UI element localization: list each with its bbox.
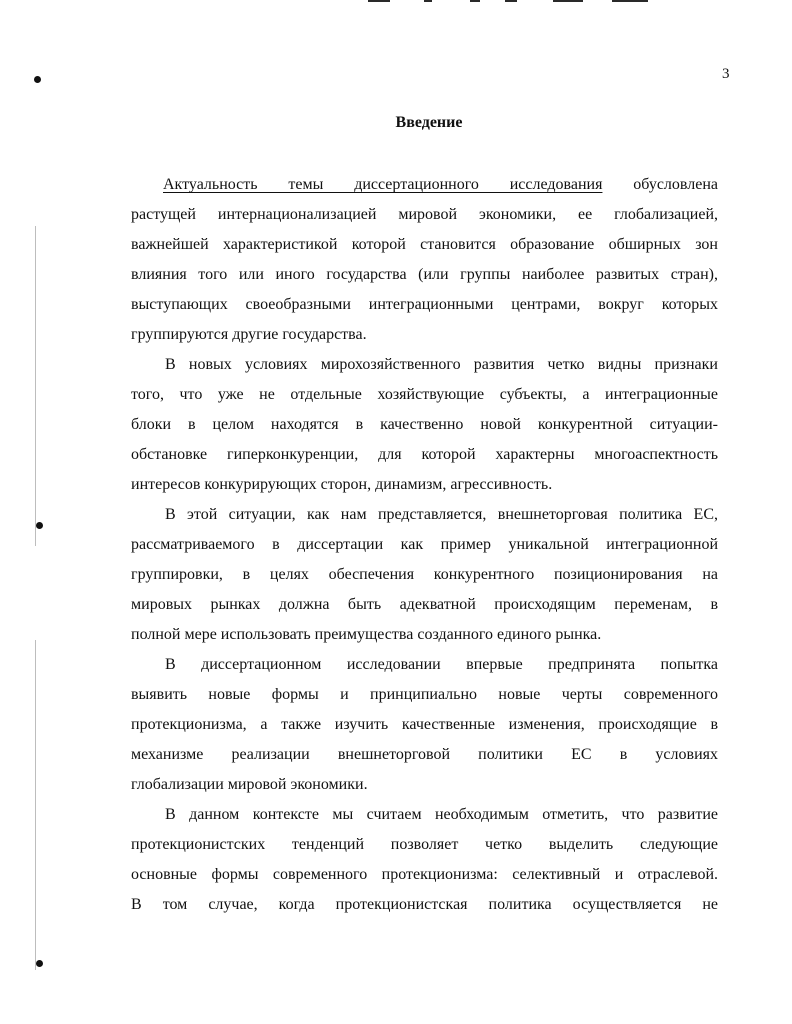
text-line: рассматриваемого в диссертации как пример уникальной интеграционной xyxy=(131,536,718,553)
text-line: протекционизма, а также изучить качественные изменения, происходящие в xyxy=(131,716,718,733)
text-line: В новых условиях мирохозяйственного развития четко видны признаки xyxy=(165,356,718,373)
text-line: выступающих своеобразными интеграционными центрами, вокруг которых xyxy=(131,296,718,313)
text-line: важнейшей характеристикой которой становится образование обширных зон xyxy=(131,236,718,253)
text-line: влияния того или иного государства (или группы наиболее развитых стран), xyxy=(131,266,718,283)
text-line: В этой ситуации, как нам представляется, внешнеторговая политика ЕС, xyxy=(165,506,718,523)
body-text xyxy=(131,170,718,920)
text-line: блоки в целом находятся в качественно новой конкурентной ситуации- xyxy=(131,416,718,433)
text-line: растущей интернационализацией мировой экономики, ее глобализацией, xyxy=(131,206,718,223)
underlined-phrase: Актуальность темы диссертационного исследования xyxy=(163,176,603,193)
text-line: мировых рынках должна быть адекватной происходящим переменам, в xyxy=(131,596,718,613)
section-heading: Введение xyxy=(395,114,463,131)
text-line: выявить новые формы и принципиально новые черты современного xyxy=(131,686,718,703)
text-line: интересов конкурирующих сторон, динамизм, агрессивность. xyxy=(131,476,553,493)
text-line: обстановке гиперконкуренции, для которой характерны многоаспектность xyxy=(131,446,718,463)
text-line: протекционистских тенденций позволяет четко выделить следующие xyxy=(131,836,718,853)
punch-hole-bottom xyxy=(36,960,43,967)
scan-edge-line xyxy=(35,640,36,970)
text-line: глобализации мировой экономики. xyxy=(131,776,368,793)
text-line: В диссертационном исследовании впервые предпринята попытка xyxy=(165,656,718,673)
text-line: В том случае, когда протекционистская политика осуществляется не xyxy=(131,896,718,913)
punch-hole-middle xyxy=(36,522,43,529)
text-line: основные формы современного протекционизма: селективный и отраслевой. xyxy=(131,866,718,883)
scan-edge-line xyxy=(35,226,36,546)
text-line: механизме реализации внешнеторговой политики ЕС в условиях xyxy=(131,746,718,763)
text-line: В данном контексте мы считаем необходимым отметить, что развитие xyxy=(165,806,718,823)
text-line: полной мере использовать преимущества созданного единого рынка. xyxy=(131,626,602,643)
text-line: группируются другие государства. xyxy=(131,326,367,343)
page-number: 3 xyxy=(722,66,730,82)
text-line: Актуальность темы диссертационного исследования обусловлена xyxy=(163,176,719,193)
text-line: группировки, в целях обеспечения конкурентного позиционирования на xyxy=(131,566,718,583)
scan-top-marks xyxy=(0,0,792,6)
punch-hole-top xyxy=(34,76,41,83)
text-line: того, что уже не отдельные хозяйствующие субъекты, а интеграционные xyxy=(131,386,718,403)
